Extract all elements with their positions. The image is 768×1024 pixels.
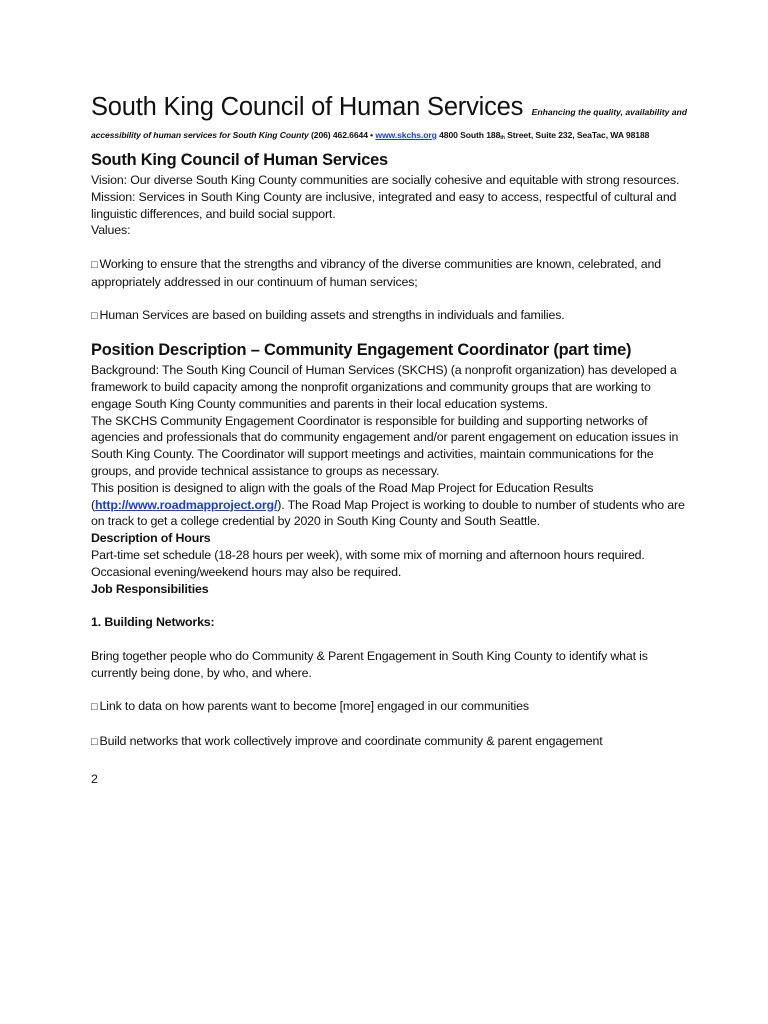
address-state: WA 98188 <box>610 130 650 140</box>
values-item <box>91 256 691 291</box>
values-item-text: Human Services are based on building assets and strengths in individuals and families. <box>99 308 565 323</box>
coordinator-text: The SKCHS Community Engagement Coordinator is responsible for building and supporting networks of agencies and professionals that do community engagement and/or parent engagement on education issues in South King County. The Coordinator will support meetings and activities, maintain communications for the groups, and provide technical assistance to groups as necessary. <box>91 413 679 478</box>
responsibility-item <box>91 733 691 751</box>
building-networks-heading: 1. Building Networks: <box>91 615 215 630</box>
values-label: Values: <box>91 223 131 238</box>
checkbox-bullet-icon: □ <box>91 735 98 748</box>
address-street: 4800 South 188 <box>436 130 501 140</box>
responsibility-item <box>91 698 691 716</box>
vision-text: Vision: Our diverse South King County communities are socially cohesive and equitable with strong resources. <box>91 173 680 187</box>
org-name: South King Council of Human Services <box>91 93 524 121</box>
hours-text: Part-time set schedule (18-28 hours per week), with some mix of morning and afternoon hours required. Occasional evening/weekend hours may also be required. <box>91 547 645 579</box>
about-title: South King Council of Human Services <box>91 151 388 169</box>
letterhead-line-2 <box>91 130 691 140</box>
roadmap-prefix: This position is designed to align with the goals of the Road Map Project for Education Results ( <box>91 480 594 512</box>
background-text: Background: The South King Council of Human Services (SKCHS) (a nonprofit organization) has developed a framework to build capacity among the nonprofit organizations and community groups that are working to engage South King County communities and parents in their local education systems. <box>91 363 677 411</box>
responsibility-item-text: Build networks that work collectively improve and coordinate community & parent engagement <box>99 733 603 748</box>
roadmap-suffix: ). The Road Map Project is working to double to number of students who are on track to get a college credential by 2020 in South King County and South Seattle. <box>91 497 685 529</box>
hours-heading: Description of Hours <box>91 531 211 546</box>
responsibilities-heading: Job Responsibilities <box>91 581 209 596</box>
checkbox-bullet-icon: □ <box>91 701 98 714</box>
roadmap-link[interactable]: http://www.roadmapproject.org/ <box>94 497 278 512</box>
building-networks-text: Bring together people who do Community & Parent Engagement in South King County to identify what is currently being done, by who, and where. <box>91 648 648 680</box>
checkbox-bullet-icon: □ <box>91 258 98 271</box>
values-item <box>91 307 691 325</box>
letterhead <box>91 92 691 140</box>
phone-number: (206) 462.6644 • <box>311 130 376 140</box>
document-body <box>91 149 691 751</box>
page-number: 2 <box>91 772 98 786</box>
position-title: Position Description – Community Engagement Coordinator (part time) <box>91 341 632 360</box>
website-link[interactable]: www.skchs.org <box>375 130 437 140</box>
tagline: Enhancing the quality, availability and <box>531 107 688 117</box>
tagline-continued: accessibility of human services for South King County <box>91 130 311 140</box>
roadmap-paragraph <box>91 480 691 530</box>
mission-text: Mission: Services in South King County are inclusive, integrated and easy to access, respectful of cultural and linguistic differences, and build social support. <box>91 189 677 221</box>
responsibility-item-text: Link to data on how parents want to become [more] engaged in our communities <box>99 699 529 714</box>
address-city: Street, Suite 232, SeaTac, <box>504 130 611 140</box>
values-item-text: Working to ensure that the strengths and vibrancy of the diverse communities are known, celebrated, and appropriately addressed in our continuum of human services; <box>91 256 661 289</box>
checkbox-bullet-icon: □ <box>91 310 98 323</box>
letterhead-line-1 <box>91 92 691 127</box>
address-ordinal: th <box>500 135 505 141</box>
